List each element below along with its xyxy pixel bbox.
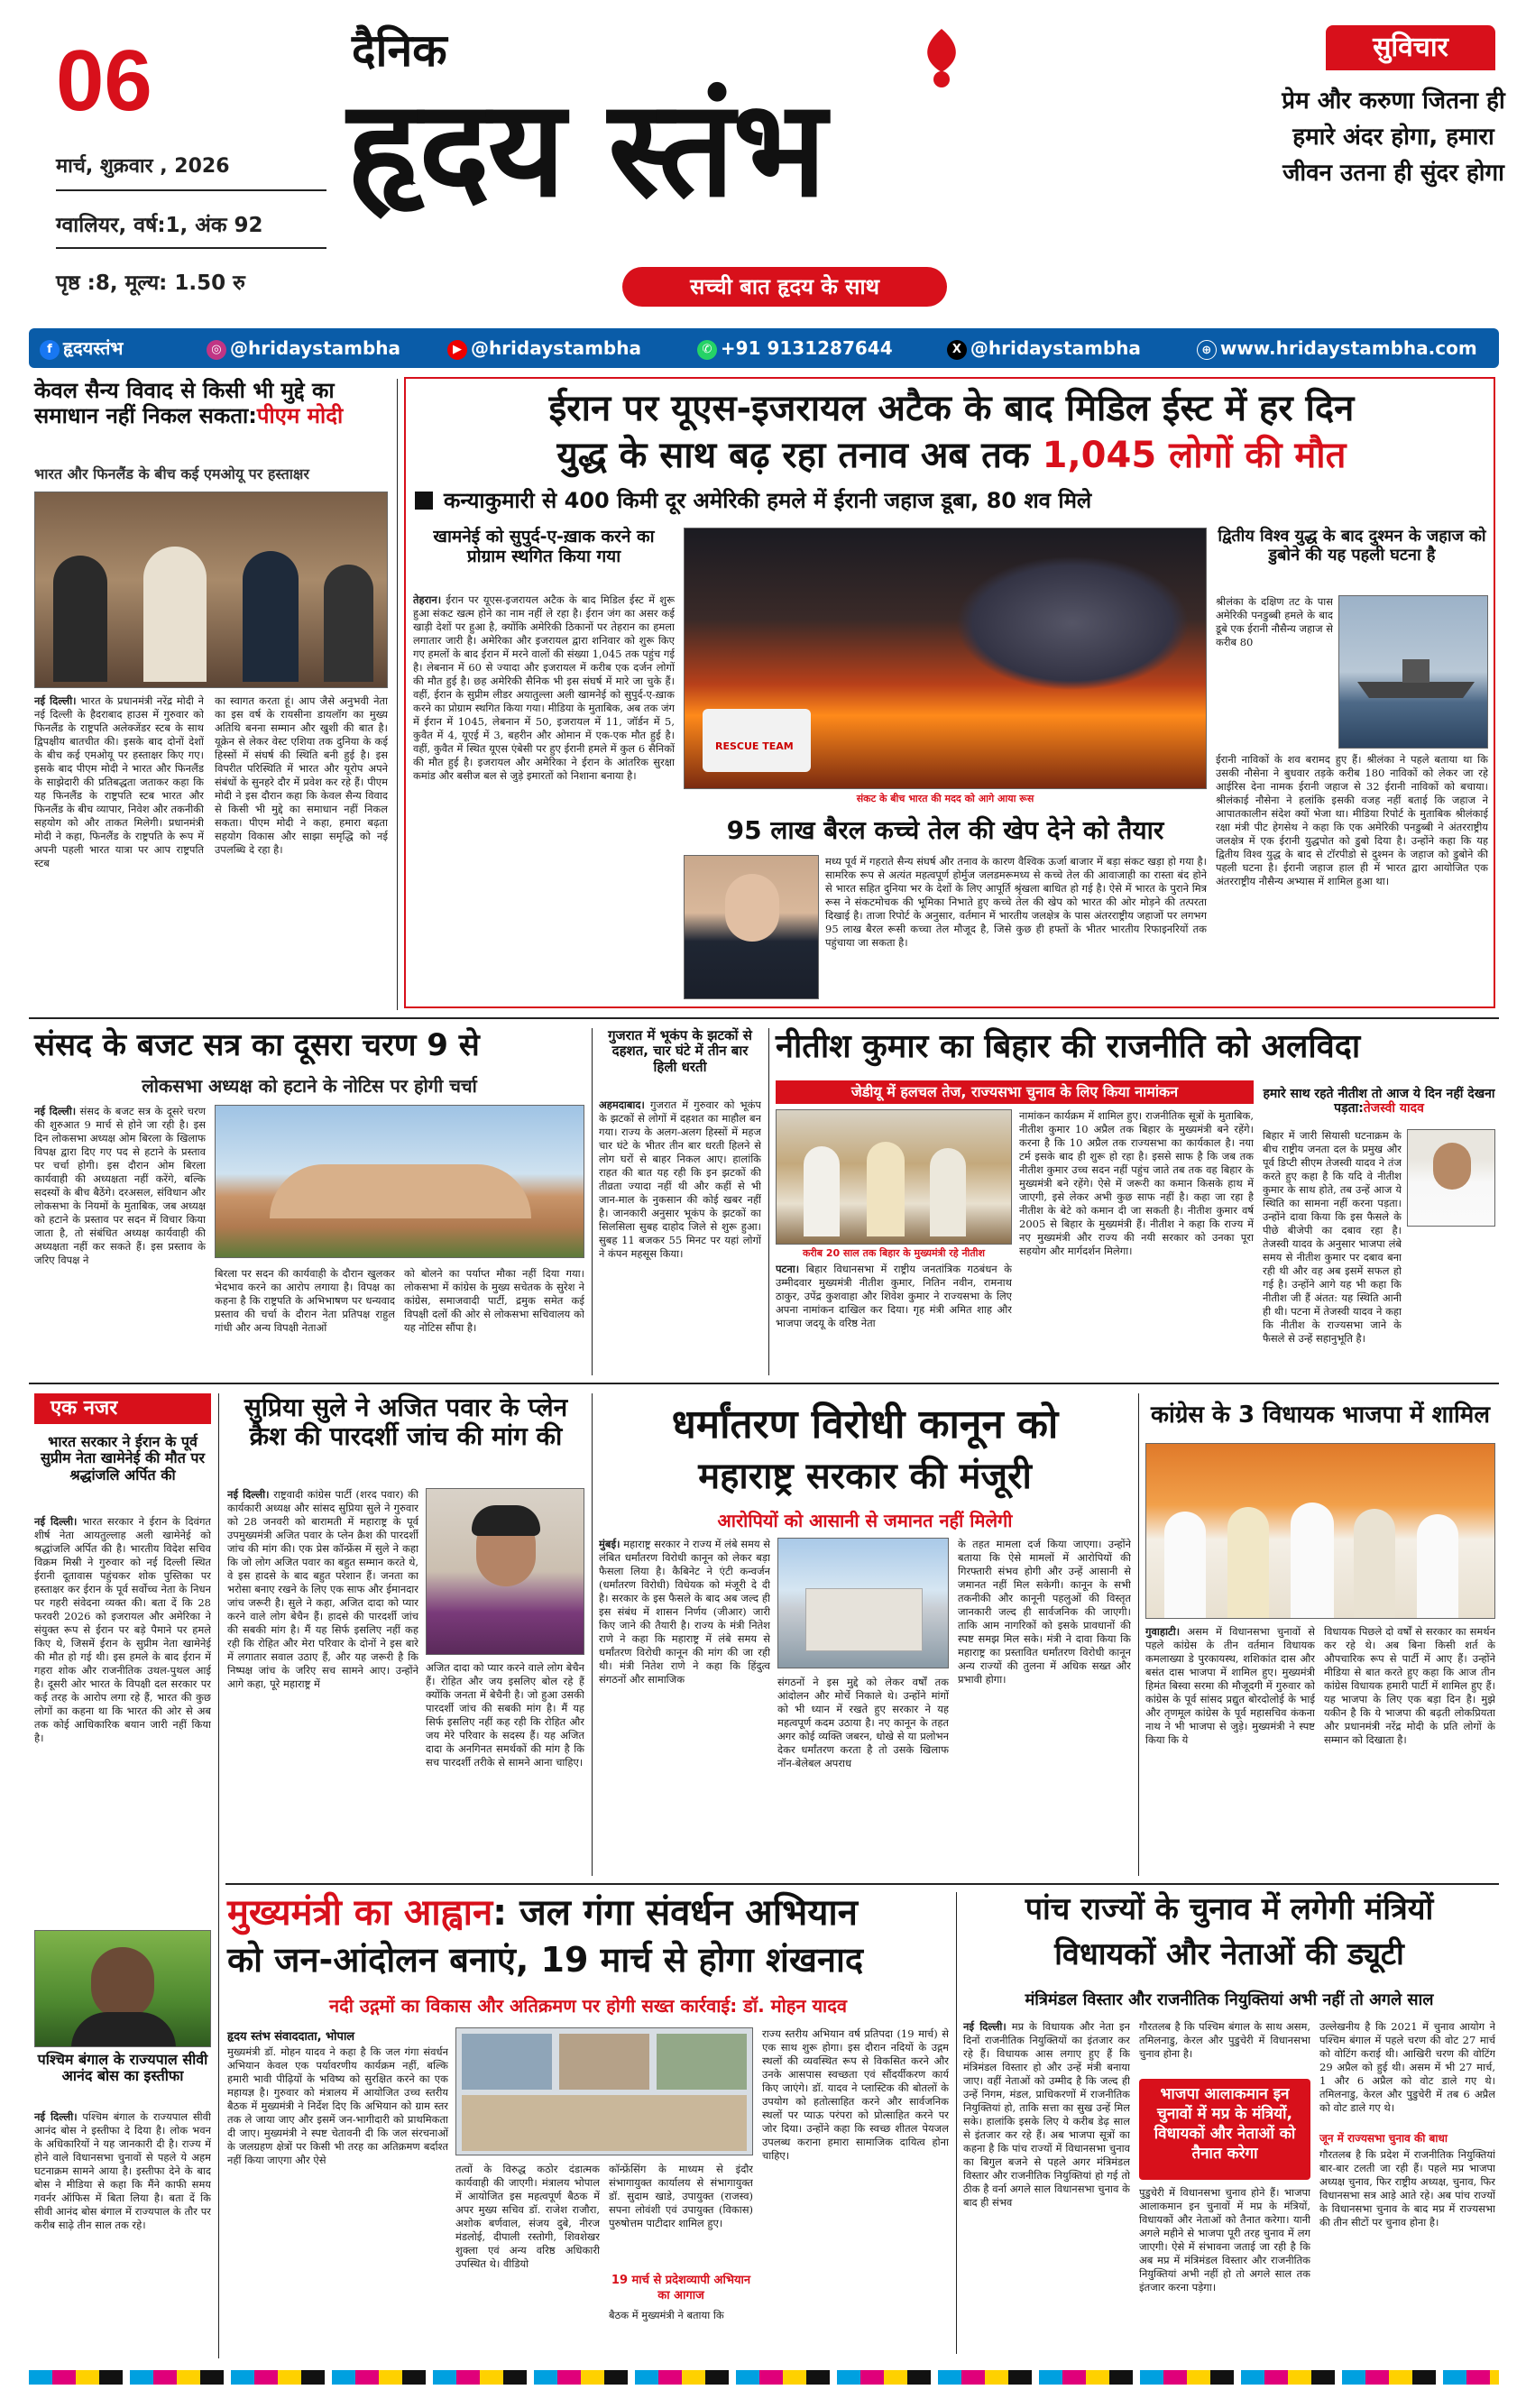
paper-prefix: दैनिक	[352, 24, 447, 77]
iran-body: तेहरान। ईरान पर यूएस-इजरायल अटैक के बाद मिडिल ईस्ट में शुरू हुआ संकट खत्म होने का नाम नहीं ले रहा है। ईरान जंग का असर कई खाड़ी देशों पर हुआ है, क्योंकि अमेरिकी ठिकानों पर तेहरान का हमला लगातार जारी है। अमेरिका और इजरायल द्वारा शनिवार को शुरू किए गए हमलों के बाद ईरान में मरने वालों की संख्या 1,045 तक पहुंच गई है। लेबनान में 60 से ज्यादा और इजरायल में करीब एक दर्जन लोगों की मौत हुई है। छह अमेरिकी सैनिक भी इस संघर्ष में मारे जा चुके हैं। वहीं, ईरान के सुप्रीम लीडर अयातुल्ला अली खामनेई को सुपुर्द-ए-ख़ाक करने का प्रोग्राम स्थगित किया गया। मीडिया के मुताबिक, अब तक जंग में ईरान में 1045, लेबनान में 50, इजरायल में 11, जॉर्डन में 5, कुवैत में 4, यूएई में 3, बहरीन और ओमान में एक-एक मौत हुई है। वहीं, कुवैत में स्थित यूएस एंबेसी पर हुए ईरानी हमले में कुल 6 सैनिकों की मौत हुई है। इजरायल और अमेरिका ने ईरान के आंतरिक सुरक्षा कमांड और बसीज बल से जुड़े इमारतों को निशाना बनाया है।	[413, 593, 675, 782]
website-link[interactable]: ⊕ www.hridaystambha.com	[1197, 328, 1477, 368]
x-link[interactable]: X @hridaystambha	[947, 328, 1190, 368]
paper-name: हृदय स्तंभ	[347, 71, 825, 226]
nitish-body-col1: पटना। बिहार विधानसभा में राष्ट्रीय जनतांत्रिक गठबंधन के उम्मीदवार मुख्यमंत्री नीतीश कुमार, नितिन नवीन, रामनाथ ठाकुर, उपेंद्र कुशवाहा और शिवेश कुमार ने राज्यसभा के लिए अपना नामांकन दाखिल कर दिया। गृह मंत्री अमित शाह और भाजपा जदयू के वरिष्ठ नेता	[776, 1263, 1012, 1329]
parliament-body-col2: बिरला पर सदन की कार्यवाही के दौरान खुलकर भेदभाव करने का आरोप लगाया है। विपक्ष का कहना है कि राष्ट्रपति के अभिभाषण पर धन्यवाद प्रस्ताव की चर्चा के दौरान नेता प्रतिपक्ष राहुल गांधी और अन्य विपक्षी नेताओं	[215, 1267, 395, 1334]
parliament-body-col3: को बोलने का पर्याप्त मौका नहीं दिया गया। लोकसभा में कांग्रेस के मुख्य सचेतक के सुरेश ने कांग्रेस, समाजवादी पार्टी, द्रमुक समेत कई विपक्षी दलों की ओर से लोकसभा सचिवालय को यह नोटिस सौंपा है।	[404, 1267, 584, 1334]
congress-photo	[1145, 1443, 1495, 1619]
quake-headline: गुजरात में भूकंप के झटकों से दहशत, चार घंटे में तीन बार हिली धरती	[608, 1027, 752, 1075]
conversion-subhead: आरोपियों को आसानी से जमानत नहीं मिलेगी	[717, 1510, 1013, 1531]
conversion-photo	[777, 1538, 949, 1668]
modi-photo	[34, 492, 388, 688]
cm-body-col5: बैठक में मुख्यमंत्री ने बताया कि	[609, 2309, 724, 2321]
cm-caption: 19 मार्च से प्रदेशव्यापी अभियान का आगाज	[611, 2274, 751, 2302]
cm-meeting-photo	[455, 2027, 753, 2155]
masthead	[0, 0, 1526, 325]
instagram-icon: ◎	[207, 340, 226, 360]
issue-date: मार्च, शुक्रवार , 2026	[56, 155, 230, 178]
ek-nazar-label: एक नजर	[34, 1393, 211, 1424]
russia-body: मध्य पूर्व में गहराते सैन्य संघर्ष और तनाव के कारण वैश्विक ऊर्जा बाजार में बड़ा संकट खड़ा हो गया है। सामरिक रूप से अत्यंत महत्वपूर्ण होर्मुज जलडमरूमध्य से कच्चे तेल की आवाजाही का रास्ता बंद होने से भारत सहित दुनिया भर के देशों के लिए आपूर्ति श्रृंखला बाधित हो गई है। ऐसे में भारत के पुराने मित्र रूस ने संकटमोचक की भूमिका निभाते हुए कच्चे तेल की खेप को भारत की ओर मोड़ने की तत्परता दिखाई है। ताजा रिपोर्ट के अनुसार, वर्तमान में भारतीय जलक्षेत्र के पास अंतरराष्ट्रीय जहाजों पर लगभग 95 लाख बैरल रूसी कच्चा तेल मौजूद है, जिसे कुछ ही हफ्तों के भीतर भारतीय रिफाइनरियों तक पहुंचाया जा सकता है।	[825, 855, 1207, 949]
modi-body-col1: नई दिल्ली। भारत के प्रधानमंत्री नरेंद्र मोदी ने नई दिल्ली के हैदराबाद हाउस में गुरुवार को फिनलैंड के राष्ट्रपति अलेक्जेंडर स्टब के साथ द्विपक्षीय बातचीत की। इसके बाद दोनों देशों के बीच कई एमओयू पर हस्ताक्षर किए गए। इसके बाद पीएम मोदी ने भारत और फिनलैंड के साझेदारी की प्रतिबद्धता जताकर कहा कि यह फिनलैंड के राष्ट्रपति स्टब भारत और फिनलैंड के बीच व्यापार, निवेश और तकनीकी सहयोग को और ताकत मिलेगी। प्रधानमंत्री मोदी ने कहा, फिनलैंड के राष्ट्रपति के रूप में अपनी पहली भारत यात्रा पर आप राष्ट्रपति स्टब	[34, 694, 204, 869]
sri-body-1: श्रीलंका के दक्षिण तट के पास अमेरिकी पनडुब्बी हमले के बाद डूबे एक ईरानी नौसैन्य जहाज से करीब 80	[1216, 595, 1333, 648]
nitish-photo-caption: करीब 20 साल तक बिहार के मुख्यमंत्री रहे नीतीश	[802, 1247, 986, 1259]
cm-headline-1: मुख्यमंत्री का आह्वान: जल गंगा संवर्धन अभियान	[227, 1892, 858, 1934]
modi-body-col2: का स्वागत करता हूं। आप जैसे अनुभवी नेता का इस वर्ष के रायसीना डायलॉग का मुख्य अतिथि बनना सम्मान और खुशी की बात है। यूक्रेन से लेकर वेस्ट एशिया तक दुनिया के कई हिस्सों में संघर्ष की स्थिति बनी हुई है। इस विपरीत परिस्थिति में भारत और यूरोप अपने संबंधों के सुनहरे दौर में प्रवेश कर रहे हैं। पीएम मोदी ने इस दौरान कहा कि केवल सैन्य विवाद से किसी भी मुद्दे का समाधान नहीं निकल सकता। पीएम मोदी ने कहा, हमारा बढ़ता सहयोग विकास और साझा समृद्धि को नई उपलब्धि दे रहा है।	[215, 694, 388, 856]
iran-headline-1: ईरान पर यूएस-इजरायल अटैक के बाद मिडिल ईस्ट में हर दिन	[548, 388, 1355, 429]
parliament-headline: संसद के बजट सत्र का दूसरा चरण 9 से	[34, 1027, 480, 1063]
ship-photo	[1338, 595, 1488, 749]
facebook-icon: f	[40, 340, 60, 360]
ek-nazar-headline: भारत सरकार ने ईरान के पूर्व सुप्रीम नेता खामेनेई की मौत पर श्रद्धांजलि अर्पित की	[40, 1433, 206, 1484]
thought-title: सुविचार	[1326, 25, 1495, 70]
facebook-link[interactable]: f हृदयस्तंभ	[29, 328, 200, 368]
edition-info: ग्वालियर, वर्ष:1, अंक 92	[56, 214, 263, 237]
modi-headline: केवल सैन्य विवाद से किसी भी मुद्दे का समाधान नहीं निकल सकता:पीएम मोदी	[34, 378, 344, 428]
conversion-body-col3: के तहत मामला दर्ज किया जाएगा। उन्होंने बताया कि ऐसे मामलों में आरोपियों की गिरफ्तारी संभव होगी और उन्हें आसानी से जमानत नहीं मिल सकेगी। कानून के सभी तकनीकी और कानूनी पहलुओं की विस्तृत जानकारी जल्द ही सार्वजनिक की जाएगी। ताकि आम नागरिकों को इसके प्रावधानों की स्पष्ट समझ मिल सके। मंत्री ने दावा किया कि महाराष्ट्र का प्रस्तावित धर्मांतरण विरोधी कानून अन्य राज्यों की तुलना में अधिक सख्त और प्रभावी होगा।	[958, 1538, 1131, 1686]
ek-nazar-body: नई दिल्ली। भारत सरकार ने ईरान के दिवंगत शीर्ष नेता आयतुल्लाह अली खामेनेई को श्रद्धांजलि अर्पित की है। भारतीय विदेश सचिव विक्रम मिस्री ने गुरुवार को नई दिल्ली स्थित ईरानी दूतावास पहुंचकर शोक पुस्तिका पर हस्ताक्षर कर ईरान के पूर्व सर्वोच्च नेता के निधन पर गहरी संवेदना व्यक्त की। बता दें कि 28 फरवरी 2026 को इजरायल और अमेरिका ने संयुक्त रूप से ईरान पर बड़े पैमाने पर हमले किए थे, जिसमें ईरान के सुप्रीम नेता खामेनेई की मौत हो गई थी। इस हमले के बाद ईरान में गहरा शोक और राजनीतिक उथल-पुथल आई है। दूसरी ओर भारत के विपक्षी दल सरकार पर कई तरह के आरोप लगा रहे हैं, भारत की कुछ लोगों का कहना था कि भारत की ओर से अब तक कोई आधिकारिक बयान जारी नहीं किया है।	[34, 1515, 211, 1744]
conversion-body-col1: मुंबई। महाराष्ट्र सरकार ने राज्य में लंबे समय से लंबित धर्मांतरण विरोधी कानून को लेकर बड़ा फैसला लिया है। कैबिनेट ने एंटी कन्वर्जन (धर्मांतरण विरोधी) विधेयक को मंजूरी दे दी है। सरकार के इस फैसले के बाद अब जल्द ही इस संबंध में शासन निर्णय (जीआर) जारी किए जाने की तैयारी है। राज्य के मंत्री नितेश राणे ने कहा कि महाराष्ट्र में लंबे समय से धर्मांतरण विरोधी कानून की मांग की जा रही थी। मंत्री नितेश राणे ने कहा कि हिंदुत्व संगठनों और सामाजिक	[599, 1538, 770, 1686]
cm-subhead: नदी उद्गमों का विकास और अतिक्रमण पर होगी सख्त कार्रवाई: डॉ. मोहन यादव	[329, 1995, 847, 2017]
parliament-subhead: लोकसभा अध्यक्ष को हटाने के नोटिस पर होगी चर्चा	[142, 1075, 477, 1097]
modi-subhead: भारत और फिनलैंड के बीच कई एमओयू पर हस्ताक्षर	[34, 465, 309, 483]
x-icon: X	[947, 340, 967, 360]
tejashwi-photo	[1407, 1129, 1495, 1227]
nitish-strip: जेडीयू में हलचल तेज, राज्यसभा चुनाव के लिए किया नामांकन	[776, 1080, 1254, 1104]
iran-subhead: कन्याकुमारी से 400 किमी दूर अमेरिकी हमले में ईरानी जहाज डूबा, 80 शव मिले	[415, 485, 1488, 515]
parliament-body-col1: नई दिल्ली। संसद के बजट सत्र के दूसरे चरण की शुरुआत 9 मार्च से होने जा रही है। इस दिन लोकसभा अध्यक्ष ओम बिरला के खिलाफ विपक्ष द्वारा दिए गए पद से हटाने के प्रस्ताव पर चर्चा होगी। इस दौरान ओम बिरला कार्यवाही की अध्यक्षता नहीं करेंगे, बल्कि सदस्यों के बीच बैठेंगे। दरअसल, संविधान और लोकसभा के नियमों के मुताबिक, जब अध्यक्ष को हटाने के प्रस्ताव पर सदन में विचार किया जाता है, तो संबंधित अध्यक्ष कार्यवाही की अध्यक्षता नहीं कर सकते हैं। इस प्रस्ताव के जरिए विपक्ष ने	[34, 1105, 206, 1266]
russia-head: 95 लाख बैरल कच्चे तेल की खेप देने को तैयार	[726, 815, 1164, 845]
elections-red-line: जून में राज्यसभा चुनाव की बाधा	[1319, 2132, 1448, 2145]
supriya-headline: सुप्रिया सुले ने अजित पवार के प्लेन क्रैश की पारदर्शी जांच की मांग की	[244, 1392, 568, 1452]
youtube-icon: ▶	[447, 340, 467, 360]
nitish-headline: नीतीश कुमार का बिहार की राजनीति को अलविदा	[776, 1028, 1361, 1065]
elections-box: भाजपा आलाकमान इन चुनावों में मप्र के मंत्रियों, विधायकों और नेताओं को तैनात करेगा	[1139, 2079, 1310, 2180]
elections-subhead: मंत्रिमंडल विस्तार और राजनीतिक नियुक्तियां अभी नहीं तो अगले साल	[1025, 1990, 1434, 2009]
elections-headline-1: पांच राज्यों के चुनाव में लगेगी मंत्रियों	[1025, 1891, 1434, 1927]
elections-body-col5: गौरतलब है कि प्रदेश में राजनीतिक नियुक्तियां बार-बार टलती जा रही हैं। पहले मप्र भाजपा अध्यक्ष चुनाव, फिर राष्ट्रीय अध्यक्ष, चुनाव, फिर विधानसभा सत्र आड़े आते रहे। अब पांच राज्यों के विधानसभा चुनाव के बाद मप्र में राज्यसभा की तीन सीटों पर चुनाव होना है।	[1319, 2148, 1495, 2229]
thought-text: प्रेम और करुणा जितना ही हमारे अंदर होगा, हमारा जीवन उतना ही सुंदर होगा	[1282, 87, 1505, 187]
logo-mark	[915, 25, 968, 96]
bengal-photo	[34, 1930, 211, 2047]
congress-headline: कांग्रेस के 3 विधायक भाजपा में शामिल	[1151, 1402, 1490, 1429]
supriya-photo	[426, 1488, 584, 1655]
tejashwi-body: बिहार में जारी सियासी घटनाक्रम के बीच राष्ट्रीय जनता दल के प्रमुख और पूर्व डिप्टी सीएम तेजस्वी यादव ने तंज करते हुए कहा है कि यदि वे नीतीश कुमार के साथ होते, तब उन्हें आज ये स्थिति का सामना नहीं करना पड़ता। उन्होंने दावा किया कि इस फैसले के पीछे बीजेपी का दबाव रहा है। तेजस्वी यादव के अनुसार भाजपा लंबे समय से नीतीश कुमार पर दबाव बना रही थी और वह अब इसमें सफल हो गई है। उन्होंने आगे यह भी कहा कि नीतीश जी हैं अंतत: यह स्थिति आनी ही थी। पटना में तेजस्वी यादव ने कहा कि नीतीश के राज्यसभा जाने के फैसले से उन्हें सहानुभूति है।	[1263, 1129, 1402, 1345]
putin-photo	[684, 855, 819, 999]
khamenei-head: खामनेई को सुपुर्द-ए-ख़ाक करने का प्रोग्राम स्थगित किया गया	[433, 527, 655, 566]
conversion-headline-2: महाराष्ट्र सरकार की मंजूरी	[698, 1456, 1032, 1497]
nitish-photo	[776, 1109, 1012, 1245]
instagram-link[interactable]: ◎ @hridaystambha	[207, 328, 441, 368]
congress-body-col2: विधायक पिछले दो वर्षों से सरकार का समर्थन कर रहे थे। अब बिना किसी शर्त के औपचारिक रूप से पार्टी में आए हैं। उन्होंने मीडिया से बात करते हुए कहा कि आज तीन कांग्रेस विधायक हमारी पार्टी में शामिल हुए हैं। यह भाजपा के लिए एक बड़ा दिन है। मुझे यकीन है कि ये भाजपा की बढ़ती लोकप्रियता और प्रधानमंत्री नरेंद्र मोदी के प्रति लोगों के सम्मान को दिखाता है।	[1324, 1625, 1495, 1746]
conversion-body-col2: संगठनों ने इस मुद्दे को लेकर वर्षों तक आंदोलन और मोर्चे निकाले थे। उन्होंने मांगों को भी ध्यान में रखते हुए सरकार ने यह महत्वपूर्ण कदम उठाया है। नए कानून के तहत अगर कोई व्यक्ति जबरन, धोखे से या प्रलोभन देकर धर्मांतरण करता है तो उसके खिलाफ नॉन-बेलेबल अपराध	[777, 1676, 949, 1769]
issue-day: 06	[56, 32, 152, 129]
supriya-body-col2: अजित दादा को प्यार करने वाले लोग बेचैन हैं। रोहित और जय इसलिए बोल रहे हैं क्योंकि जनता में बेचैनी है। जो हुआ उसकी पारदर्शी जांच की सबकी मांग है। मैं यह सिर्फ इसलिए नहीं कह रही कि रोहित और जय मेरे परिवार के सदस्य हैं। यह अजित दादा के अनगिनत समर्थकों की मांग है कि सच पारदर्शी तरीके से सामने आना चाहिए।	[426, 1661, 584, 1769]
whatsapp-icon: ✆	[697, 340, 717, 360]
elections-body-col4: उल्लेखनीय है कि 2021 में चुनाव आयोग ने पश्चिम बंगाल में पहले चरण की वोट 27 मार्च को वोटिंग कराई थी। आखिरी चरण की वोटिंग 29 अप्रैल को हुई थी। असम में भी 27 मार्च, 1 और 6 अप्रैल को वोट डाले गए थे। तमिलनाडु, केरल और पुडुचेरी में तब 6 अप्रैल को वोट डाले गए थे।	[1319, 2020, 1495, 2114]
cm-body-col4: राज्य स्तरीय अभियान वर्ष प्रतिपदा (19 मार्च) से एक साथ शुरू होगा। इस दौरान नदियों के उद्गम स्थलों की व्यवस्थित रूप से विकसित करने और उनके आसपास स्वच्छता एवं सौंदर्यीकरण कार्य किए जाएंगे। डॉ. यादव ने प्लास्टिक की बोतलों के उपयोग को हतोत्साहित करने और सार्वजनिक स्थलों पर प्याऊ परंपरा को प्रोत्साहित करने पर जोर दिया। उन्होंने कहा कि स्वच्छ शीतल पेयजल उपलब्ध कराना हमारा सामाजिक दायित्व होना चाहिए।	[762, 2027, 949, 2162]
cm-byline: हृदय स्तंभ संवाददाता, भोपाल	[227, 2030, 355, 2044]
youtube-link[interactable]: ▶ @hridaystambha	[447, 328, 691, 368]
cm-headline-2: को जन-आंदोलन बनाएं, 19 मार्च से होगा शंखनाद	[227, 1940, 864, 1980]
elections-headline-2: विधायकों और नेताओं की ड्यूटी	[1054, 1936, 1404, 1972]
iran-photo-caption: संकट के बीच भारत की मदद को आगे आया रूस	[684, 789, 1207, 809]
tagline: सच्ची बात हृदय के साथ	[622, 267, 947, 307]
congress-body-col1: गुवाहाटी। असम में विधानसभा चुनावों से पहले कांग्रेस के तीन वर्तमान विधायक कमलाख्या डे पुरकायस्थ, शशिकांत दास और बसंत दास भाजपा में शामिल हुए। मुख्यमंत्री हिमंत बिस्वा सरमा की मौजूदगी में गुरुवार को कांग्रेस के पूर्व सांसद प्रद्युत बोरदोलोई के भाई और तृणमूल कांग्रेस के पूर्व महासचिव कंकना नाथ ने भी भाजपा से जुड़े। मुख्यमंत्री ने स्पष्ट किया कि ये	[1145, 1625, 1315, 1746]
social-strip	[29, 328, 1499, 368]
iran-headline-2: युद्ध के साथ बढ़ रहा तनाव अब तक 1,045 लोगों की मौत	[556, 435, 1347, 476]
nitish-body-col2: नामांकन कार्यक्रम में शामिल हुए। राजनीतिक सूत्रों के मुताबिक, नीतीश कुमार 10 अप्रैल तक बिहार के मुख्यमंत्री बने रहेंगे। करना है कि 10 अप्रैल तक राज्यसभा का कार्यकाल है। नया टर्म इसके बाद ही शुरू हो रहा है। इससे साफ है कि जब तक नीतीश कुमार उच्च सदन नहीं पहुंच जाते तब तक वह बिहार के मुख्यमंत्री बने रहेंगे। ऐसे में जरूरी का कमान किसके हाथ में जाएगी, इसे लेकर अभी कुछ साफ नहीं है। कहा जा रहा है नीतीश के बेटे को कमान दी जा सकती है। नीतीश कुमार वर्ष 2005 से बिहार के मुख्यमंत्री हैं। नीतीश ने कहा कि राज्य में नए मुख्यमंत्री और राज्य की नयी सरकार को उनका पूरा सहयोग और मार्गदर्शन मिलेगा।	[1019, 1109, 1254, 1257]
iran-photo: RESCUE TEAM	[684, 528, 1207, 789]
bengal-headline: पश्चिम बंगाल के राज्यपाल सीवी आनंद बोस का इस्तीफा	[37, 2051, 208, 2085]
quake-body: अहमदाबाद। गुजरात में गुरुवार को भूकंप के झटकों से लोगों में दहशत का माहौल बन गया। राज्य के अलग-अलग हिस्सों में महज चार घंटे के भीतर तीन बार धरती हिलने से लोग घरों से बाहर निकल आए। हालांकि राहत की बात यह रही कि इन झटकों की तीव्रता ज्यादा नहीं थी और कहीं से भी जान-माल के नुकसान की कोई खबर नहीं है। जानकारी अनुसार भूकंप के झटकों का सिलसिला सुबह दाहोद जिले से शुरू हुआ। सुबह 11 बजकर 55 मिनट पर यहां लोगों ने कंपन महसूस किया।	[599, 1098, 761, 1260]
sri-head: द्वितीय विश्व युद्ध के बाद दुश्मन के जहाज को डुबोने की यह पहली घटना है	[1218, 527, 1486, 565]
color-registration-strip	[29, 2370, 1499, 2385]
tejashwi-head: हमारे साथ रहते नीतीश तो आज ये दिन नहीं देखना पड़ता:तेजस्वी यादव	[1263, 1087, 1495, 1117]
bengal-body: नई दिल्ली। पश्चिम बंगाल के राज्यपाल सीवी आनंद बोस ने इस्तीफा दे दिया है। लोक भवन के अधिकारियों ने यह जानकारी दी है। राज्य में होने वाले विधानसभा चुनावों से पहले ये अहम घटनाक्रम सामने आया है। इस्तीफा देने के बाद बोस ने मीडिया से कहा कि मैंने काफी समय गवर्नर ऑफिस में बिता लिया है। बता दें कि सीवी आनंद बोस बंगाल में राज्यपाल के तौर पर करीब साढ़े तीन साल तक रहे।	[34, 2110, 211, 2231]
pages-price: पृष्ठ :8, मूल्य: 1.50 रु	[56, 271, 245, 295]
sri-body-2: ईरानी नाविकों के शव बरामद हुए हैं। श्रीलंका ने पहले बताया था कि उसकी नौसेना ने बुधवार तड़के करीब 180 नाविकों को लेकर जा रहे आईरिस देना नामक ईरानी जहाज से 32 ईरानी नाविकों को बचाया। श्रीलंकाई नौसेना ने हलांकि इसकी वजह नहीं बताई कि जहाज ने आपातकालीन संदेश क्यों भेजा था। मीडिया रिपोर्ट के मुताबिक श्रीलंकाई रक्षा मंत्री पीट हेगसेथ ने कहा कि एक अमेरिकी पनडुब्बी ने अंतरराष्ट्रीय जलक्षेत्र में एक ईरानी युद्धपोत को डुबो दिया है। उन्होंने कहा कि यह द्वितीय विश्व युद्ध के बाद से टॉरपीडो से दुश्मन के जहाज को डुबोने की पहली घटना है। ईरानी जहाज हाल ही में भारत द्वारा आयोजित एक अंतरराष्ट्रीय नौसैन्य अभ्यास में शामिल हुआ था।	[1216, 753, 1488, 887]
elections-body-col1: नई दिल्ली। मप्र के विधायक और नेता इन दिनों राजनीतिक नियुक्तियों का इंतजार कर रहे हैं। विधायक आस लगाए हुए हैं कि मंत्रिमंडल विस्तार हो और उन्हें मंत्री बनाया जाए। वहीं नेताओं को उम्मीद है कि जल्द ही उन्हें निगम, मंडल, प्राधिकरणों में राजनीतिक नियुक्तियां हो, ताकि सत्ता का सुख उन्हें मिल सके। हालांकि इसके लिए ये करीब डेढ़ साल से इंतजार कर रहे हैं। अब भाजपा सूत्रों का कहना है कि पांच राज्यों में विधानसभा चुनाव का बिगुल बजने से पहले अगर मंत्रिमंडल विस्तार और राजनीतिक नियुक्तियां हो गई तो ठीक है वर्ना अगले साल विधानसभा चुनाव के बाद ही संभव	[963, 2020, 1130, 2209]
whatsapp-link[interactable]: ✆ +91 9131287644	[697, 328, 941, 368]
cm-body-col3: कॉन्फ्रेंसिंग के माध्यम से इंदौर संभागायुक्त कार्यालय से संभागायुक्त डॉ. सुदाम खाडे, उपायुक्त (राजस्व) सपना लोवंशी एवं उपायुक्त (विकास) पुरुषोत्तम पाटीदार शामिल हुए।	[609, 2163, 753, 2229]
cm-body-col2: तत्वों के विरुद्ध कठोर दंडात्मक कार्यवाही की जाएगी। मंत्रालय भोपाल में आयोजित इस महत्वपूर्ण बैठक में अपर मुख्य सचिव डॉ. राजेश राजौरा, अशोक बर्णवाल, संजय दुबे, नीरज मंडलोई, दीपाली रस्तोगी, शिवशेखर शुक्ला एवं अन्य वरिष्ठ अधिकारी उपस्थित थे। वीडियो	[455, 2163, 600, 2270]
parliament-photo	[215, 1105, 584, 1258]
conversion-headline-1: धर्मांतरण विरोधी कानून को	[671, 1402, 1059, 1448]
cm-body-col1: मुख्यमंत्री डॉ. मोहन यादव ने कहा है कि जल गंगा संवर्धन अभियान केवल एक पर्यावरणीय कार्यक्रम नहीं, बल्कि हमारी भावी पीढ़ियों के भविष्य को सुरक्षित करने का एक महायज्ञ है। गुरुवार को मंत्रालय में आयोजित उच्च स्तरीय बैठक में मुख्यमंत्री ने निर्देश दिए कि अभियान को ग्राम स्तर तक ले जाया जाए और इसमें जन-भागीदारी को प्राथमिकता दी जाए। मुख्यमंत्री ने स्पष्ट चेतावनी दी कि जल संरचनाओं के जलग्रहण क्षेत्रों पर किसी भी तरह का अतिक्रमण बर्दाश्त नहीं किया जाएगा और ऐसे	[227, 2045, 448, 2166]
supriya-body-col1: नई दिल्ली। राष्ट्रवादी कांग्रेस पार्टी (शरद पवार) की कार्यकारी अध्यक्ष और सांसद सुप्रिया सुले ने गुरुवार को 28 जनवरी को बारामती में महाराष्ट्र के पूर्व उपमुख्यमंत्री अजित पवार के प्लेन क्रैश की पारदर्शी जांच की मांग की। एक प्रेस कॉन्फ्रेंस में सुले ने कहा कि जो लोग अजित पवार का बहुत सम्मान करते थे, वे इस हादसे के बाद बहुत परेशान हैं। जनता का भरोसा बनाए रखने के लिए एक साफ और ईमानदार जांच जरूरी है। सुले ने कहा, अजित दादा को प्यार करने वाले लोग बेचैन हैं। हादसे की पारदर्शी जांच की सबकी मांग है। मैं यह सिर्फ इसलिए नहीं कह रही कि रोहित और मेरा परिवार के दोनों ने इस बारे में लगातार सवाल उठाए हैं, और यह जरूरी है कि निष्पक्ष जांच के जरिए सच सामने आए। उन्होंने आगे कहा, पूरे महाराष्ट्र में	[227, 1488, 418, 1690]
globe-icon: ⊕	[1197, 340, 1217, 360]
elections-body-col3: पुडुचेरी में विधानसभा चुनाव होने हैं। भाजपा आलाकमान इन चुनावों में मप्र के मंत्रियों, विधायकों और नेताओं को तैनात करेगा। यानी अगले महीने से भाजपा पूरी तरह चुनाव में लग जाएगी। ऐसे में संभावना जताई जा रही है कि अब मप्र में मंत्रिमंडल विस्तार और राजनीतिक नियुक्तियां अभी नहीं हो तो अगले साल तक इंतजार करना पड़ेगा।	[1139, 2186, 1310, 2293]
elections-body-col2: गौरतलब है कि पश्चिम बंगाल के साथ असम, तमिलनाडु, केरल और पुडुचेरी में विधानसभा चुनाव होना है।	[1139, 2020, 1310, 2060]
